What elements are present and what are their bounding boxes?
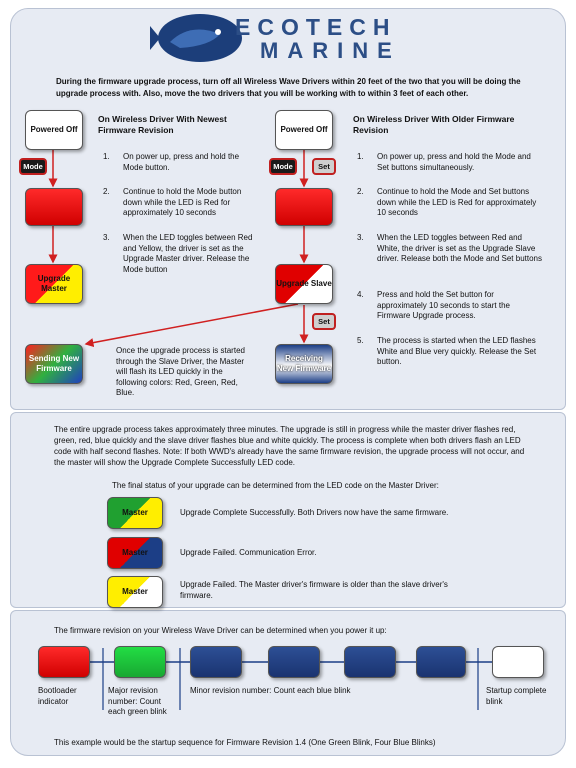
step-number: 1. [357, 152, 364, 161]
mode-button-older[interactable]: Mode [269, 158, 297, 175]
older-step [357, 290, 547, 324]
mode-button-newest[interactable]: Mode [19, 158, 47, 175]
step-text: On power up, press and hold the Mode and Set buttons simultaneously. [377, 152, 531, 172]
startup-complete-label: Startup complete blink [486, 686, 547, 706]
powered-off-led-newest: Powered Off [25, 110, 83, 150]
status-text-success: Upgrade Complete Successfully. Both Drivers now have the same firmware. [180, 508, 449, 517]
status-led-older-firmware: Master [107, 576, 163, 608]
step-number: 2. [357, 187, 364, 196]
step-text: Continue to hold the Mode and Set buttons down while the LED is Red for approximately 10 seconds [377, 187, 537, 217]
major-revision-label: Major revision number: Count each green blink [108, 686, 167, 716]
master-flash-note: Once the upgrade process is started through the Slave Driver, the Master will flash its LED quickly in the following colors: Red, Green, Red, Blue. [116, 346, 245, 397]
step-number: 2. [103, 187, 110, 196]
red-led-older [275, 188, 333, 226]
step-number: 1. [103, 152, 110, 161]
revision-blue-blink [416, 646, 466, 678]
older-step [357, 187, 547, 221]
step-text: Press and hold the Set button for approximately 10 seconds to start the Firmware Upgrade process. [377, 290, 510, 320]
revision-white-blink [492, 646, 544, 678]
logo-text-ecotech: ECOTECH [235, 14, 397, 40]
status-led-comm-error: Master [107, 537, 163, 569]
status-text-comm-error: Upgrade Failed. Communication Error. [180, 548, 317, 557]
older-heading: On Wireless Driver With Older Firmware Revision [353, 114, 515, 135]
step-text: On power up, press and hold the Mode button. [123, 152, 240, 172]
status-text-older-firmware: Upgrade Failed. The Master driver's firmware is older than the slave driver's firmware. [180, 580, 448, 600]
step-text: When the LED toggles between Red and White, the driver is set as the Upgrade Slave driver. Release both the Mode and Set buttons [377, 233, 542, 263]
sending-firmware-led: Sending New Firmware [25, 344, 83, 384]
newest-step [103, 152, 263, 182]
step-text: Continue to hold the Mode button down while the LED is Red for approximately 10 seconds [123, 187, 242, 217]
minor-revision-label: Minor revision number: Count each blue blink [190, 686, 351, 695]
revision-blue-blink [190, 646, 242, 678]
revision-red-blink [38, 646, 90, 678]
step-text: The process is started when the LED flashes White and Blue very quickly. Release the Set button. [377, 336, 537, 366]
older-step [357, 336, 547, 370]
bootloader-label: Bootloader indicator [38, 686, 77, 706]
upgrade-master-led: Upgrade Master [25, 264, 83, 304]
receiving-firmware-led: Receiving New Firmware [275, 344, 333, 384]
newest-heading: On Wireless Driver With Newest Firmware Revision [98, 114, 227, 135]
revision-green-blink [114, 646, 166, 678]
newest-step [103, 187, 263, 223]
revision-blue-blink [268, 646, 320, 678]
intro-text: During the firmware upgrade process, turn off all Wireless Wave Drivers within 20 feet of the two that you will be doing the upgrade process with. Also, move the two drivers that you will be working with to within 3 feet of each other. [56, 77, 521, 98]
status-paragraph: The entire upgrade process takes approximately three minutes. The upgrade is still in progress while the master driver flashes red, green, red, blue quickly and the slave driver flashes blue and white quickly. The process is complete when both drivers flash an LED code with half second flashes. Note: If both WWD's already have the same firmware revision, the upgrade process will not occur, and the master will show the Upgrade Complete Successfully LED code. [54, 425, 525, 467]
red-led-newest [25, 188, 83, 226]
final-status-intro: The final status of your upgrade can be determined from the LED code on the Master Driver: [112, 481, 439, 490]
older-step [357, 233, 547, 279]
revision-blue-blink [344, 646, 396, 678]
set-button-older[interactable]: Set [312, 158, 336, 175]
powered-off-led-older: Powered Off [275, 110, 333, 150]
revision-intro: The firmware revision on your Wireless Wave Driver can be determined when you power it up: [54, 626, 387, 635]
step-number: 4. [357, 290, 364, 299]
newest-step [103, 233, 263, 279]
older-step [357, 152, 547, 182]
step-number: 3. [357, 233, 364, 242]
step-number: 5. [357, 336, 364, 345]
logo-text-marine: MARINE [260, 38, 401, 63]
set-button-start-upgrade[interactable]: Set [312, 313, 336, 330]
status-led-success: Master [107, 497, 163, 529]
step-number: 3. [103, 233, 110, 242]
step-text: When the LED toggles between Red and Yellow, the driver is set as the Upgrade Master driver. Release the Mode button [123, 233, 253, 274]
revision-example: This example would be the startup sequence for Firmware Revision 1.4 (One Green Blink, Four Blue Blinks) [54, 738, 436, 747]
upgrade-slave-led: Upgrade Slave [275, 264, 333, 304]
